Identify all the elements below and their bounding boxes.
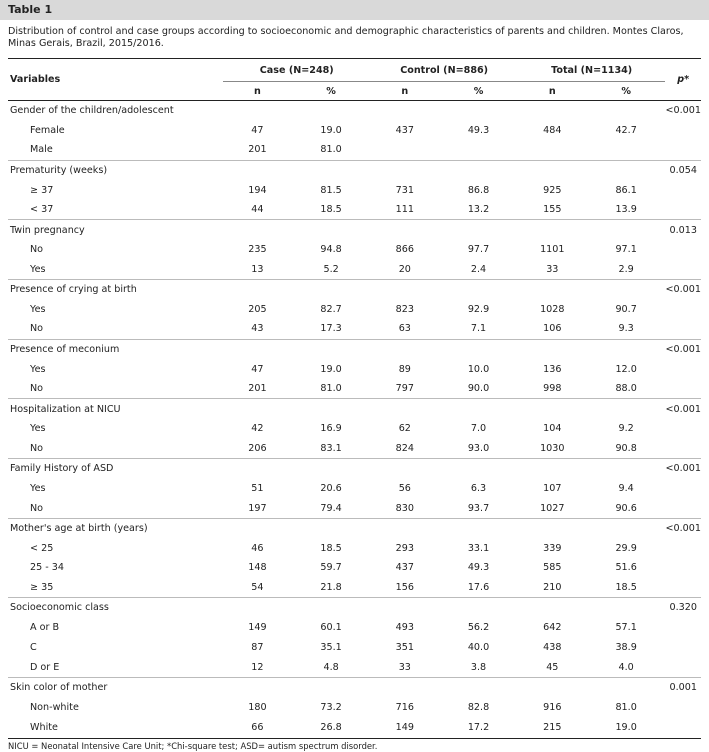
- table-cell: 925: [543, 184, 562, 196]
- table-cell: 2.4: [470, 263, 487, 275]
- group-label: Gender of the children/adolescent: [10, 105, 174, 117]
- header-variables: Variables: [10, 74, 61, 85]
- table-cell: 56: [398, 482, 411, 494]
- table-cell: 81.0: [320, 383, 342, 395]
- table-cell: 9.2: [618, 423, 634, 435]
- table-cell: 19.0: [320, 124, 342, 136]
- table-cell: 33: [546, 263, 559, 275]
- table-row: [8, 379, 701, 399]
- table-cell: 824: [395, 442, 414, 454]
- table-cell: 13: [251, 263, 264, 275]
- row-label: ≥ 35: [30, 582, 54, 594]
- table-cell: 210: [543, 582, 562, 594]
- p-value: 0.320: [665, 598, 701, 618]
- table-cell: 82.7: [320, 303, 342, 315]
- row-label: Non-white: [30, 701, 79, 713]
- group-row: [8, 459, 701, 479]
- table-cell: 4.8: [323, 661, 339, 673]
- table-cell: 97.7: [467, 244, 490, 256]
- table-row: [8, 578, 701, 598]
- group-label: Presence of meconium: [8, 339, 223, 359]
- table-cell: 83.1: [320, 442, 342, 454]
- group-label: Hospitalization at NICU: [8, 399, 223, 419]
- header-case: Case (N=248): [223, 59, 370, 82]
- table-cell: 830: [395, 502, 414, 514]
- table-cell: 79.4: [320, 502, 342, 514]
- group-row: [8, 677, 701, 697]
- table-cell: 86.1: [615, 184, 637, 196]
- table-cell: 73.2: [320, 701, 342, 713]
- table-cell: 235: [248, 244, 267, 256]
- row-label: < 37: [30, 204, 54, 216]
- table-cell: 35.1: [320, 641, 342, 653]
- table-cell: 493: [395, 622, 414, 634]
- table-cell: 5.2: [323, 263, 339, 275]
- table-cell: 18.5: [320, 542, 342, 554]
- table-cell: 81.0: [320, 144, 342, 156]
- table-row: [8, 439, 701, 459]
- table-cell: 2.9: [618, 263, 634, 275]
- table-cell: 13.2: [467, 204, 490, 216]
- table-cell: 19.0: [615, 721, 637, 733]
- table-cell: 33.1: [467, 542, 490, 554]
- table-cell: 17.6: [467, 582, 490, 594]
- row-label: Yes: [30, 363, 46, 375]
- table-cell: 92.9: [467, 303, 490, 315]
- table-cell: 823: [395, 303, 414, 315]
- row-label: Yes: [30, 482, 46, 494]
- table-row: [8, 419, 701, 439]
- row-label: A or B: [30, 622, 60, 634]
- table-cell: 106: [543, 323, 562, 335]
- table-cell: 49.3: [467, 124, 490, 136]
- p-value: 0.054: [665, 160, 701, 180]
- table-cell: 89: [398, 363, 411, 375]
- header-n: n: [253, 85, 261, 97]
- table-cell: 437: [395, 562, 414, 574]
- table-row: [8, 498, 701, 518]
- table-cell: 45: [546, 661, 559, 673]
- header-pct: %: [621, 85, 631, 97]
- group-label: Prematurity (weeks): [8, 160, 223, 180]
- table-cell: 42: [251, 423, 264, 435]
- table-cell: 44: [251, 204, 264, 216]
- table-cell: 215: [543, 721, 562, 733]
- table-cell: 12.0: [615, 363, 637, 375]
- table-cell: 6.3: [470, 482, 487, 494]
- table-cell: 93.7: [467, 502, 490, 514]
- table-cell: 47: [251, 363, 264, 375]
- table-cell: 111: [395, 204, 414, 216]
- table-cell: 93.0: [467, 442, 490, 454]
- table-cell: 1028: [540, 303, 565, 315]
- table-cell: 18.5: [615, 582, 637, 594]
- row-label: Yes: [30, 303, 46, 315]
- group-label: Twin pregnancy: [8, 220, 223, 240]
- table-cell: 86.8: [467, 184, 490, 196]
- header-p: p*: [677, 74, 690, 85]
- row-label: 25 - 34: [30, 562, 64, 574]
- table-cell: 107: [543, 482, 562, 494]
- table-cell: 51: [251, 482, 264, 494]
- table-cell: 351: [395, 641, 414, 653]
- table-cell: 155: [543, 204, 562, 216]
- table-cell: 40.0: [467, 641, 490, 653]
- table-cell: 81.5: [320, 184, 342, 196]
- group-row: [8, 160, 701, 180]
- table-cell: 7.0: [470, 423, 487, 435]
- table-cell: 87: [251, 641, 264, 653]
- table-row: [8, 697, 701, 717]
- row-label: D or E: [30, 661, 60, 673]
- row-label: ≥ 37: [30, 184, 54, 196]
- table-cell: 94.8: [320, 244, 342, 256]
- row-label: White: [30, 721, 58, 733]
- table-cell: 97.1: [615, 244, 637, 256]
- p-value: <0.001: [665, 339, 701, 359]
- table-cell: 642: [543, 622, 562, 634]
- table-cell: 56.2: [467, 622, 490, 634]
- table-row: [8, 180, 701, 200]
- table-row: [8, 299, 701, 319]
- table-cell: 4.0: [618, 661, 634, 673]
- table-cell: 180: [248, 701, 267, 713]
- table-cell: 90.6: [615, 502, 637, 514]
- table-cell: 57.1: [615, 622, 637, 634]
- table-row: [8, 558, 701, 578]
- group-row: [8, 220, 701, 240]
- table-row: [8, 359, 701, 379]
- row-label: < 25: [30, 542, 54, 554]
- table-row: [8, 319, 701, 339]
- header-pct: %: [473, 85, 484, 97]
- group-label: Skin color of mother: [8, 677, 223, 697]
- table-cell: 47: [251, 124, 264, 136]
- table-row: [8, 260, 701, 280]
- row-label: C: [30, 641, 37, 653]
- table-cell: 797: [395, 383, 414, 395]
- table-cell: 9.3: [618, 323, 634, 335]
- p-value: 0.001: [665, 677, 701, 697]
- table-cell: 90.7: [615, 303, 637, 315]
- table-cell: 90.0: [467, 383, 490, 395]
- row-label: No: [30, 383, 44, 395]
- row-label: Male: [30, 144, 53, 156]
- table-cell: 62: [398, 423, 411, 435]
- table-cell: 437: [395, 124, 414, 136]
- table-cell: 293: [395, 542, 414, 554]
- group-label: Socioeconomic class: [8, 598, 223, 618]
- group-row: [8, 280, 701, 300]
- table-cell: 149: [395, 721, 414, 733]
- group-label: Presence of crying at birth: [8, 280, 223, 300]
- table-cell: 43: [251, 323, 264, 335]
- table-cell: 484: [543, 124, 562, 136]
- row-label: Yes: [30, 263, 46, 275]
- table-cell: 17.3: [320, 323, 342, 335]
- table-row: [8, 618, 701, 638]
- table-cell: 42.7: [615, 124, 637, 136]
- table-cell: 148: [248, 562, 267, 574]
- header-total: Total (N=1134): [518, 59, 666, 82]
- table-cell: 90.8: [615, 442, 637, 454]
- table-row: [8, 638, 701, 658]
- row-label: No: [30, 244, 44, 256]
- group-row: [8, 598, 701, 618]
- table-cell: 206: [248, 442, 267, 454]
- table-row: [8, 140, 701, 160]
- table-cell: 194: [248, 184, 267, 196]
- table-cell: 201: [248, 383, 267, 395]
- table-caption: Distribution of control and case groups according to socioeconomic and demographic characteristics of parents and children. Montes Claros, Minas Gerais, Brazil, 2015/2016.: [8, 26, 684, 49]
- table-cell: 12: [251, 661, 264, 673]
- header-n: n: [548, 85, 556, 97]
- p-value: <0.001: [665, 459, 701, 479]
- table-row: [8, 120, 701, 140]
- table-cell: 60.1: [320, 622, 342, 634]
- table-cell: 38.9: [615, 641, 637, 653]
- table-cell: 20: [398, 263, 411, 275]
- table-label: Table 1: [0, 0, 709, 20]
- table-cell: 46: [251, 542, 264, 554]
- table-cell: 59.7: [320, 562, 342, 574]
- table-cell: 156: [395, 582, 414, 594]
- data-table: [8, 58, 701, 737]
- table-row: [8, 657, 701, 677]
- table-cell: 1030: [540, 442, 565, 454]
- table-cell: 16.9: [320, 423, 342, 435]
- header-pct: %: [326, 85, 336, 97]
- p-value: <0.001: [665, 280, 701, 300]
- table-row: [8, 538, 701, 558]
- table-row: [8, 200, 701, 220]
- table-cell: 29.9: [615, 542, 637, 554]
- table-cell: 26.8: [320, 721, 342, 733]
- table-cell: 866: [395, 244, 414, 256]
- table-cell: 81.0: [615, 701, 637, 713]
- row-label: No: [30, 502, 44, 514]
- table-cell: 201: [248, 144, 267, 156]
- table-row: [8, 478, 701, 498]
- table-cell: 1027: [540, 502, 565, 514]
- table-cell: [370, 140, 439, 160]
- p-value: 0.013: [665, 220, 701, 240]
- table-cell: 19.0: [320, 363, 342, 375]
- group-label: Family History of ASD: [8, 459, 223, 479]
- table-cell: 104: [543, 423, 562, 435]
- table-cell: 7.1: [470, 323, 487, 335]
- table-row: [8, 240, 701, 260]
- table-cell: 438: [543, 641, 562, 653]
- table-body: [8, 101, 701, 738]
- header-control: Control (N=886): [370, 59, 517, 82]
- group-row: [8, 399, 701, 419]
- table-cell: 54: [251, 582, 264, 594]
- group-row: [8, 101, 701, 121]
- row-label: No: [30, 323, 44, 335]
- table-cell: 731: [395, 184, 414, 196]
- table-cell: 13.9: [615, 204, 637, 216]
- table-cell: 21.8: [320, 582, 342, 594]
- table-cell: 205: [248, 303, 267, 315]
- table-cell: 17.2: [467, 721, 490, 733]
- group-label: Mother's age at birth (years): [8, 518, 223, 538]
- group-row: [8, 518, 701, 538]
- p-value: <0.001: [665, 399, 701, 419]
- table-cell: 1101: [540, 244, 565, 256]
- table-cell: 18.5: [320, 204, 342, 216]
- table-cell: 716: [395, 701, 414, 713]
- row-label: Yes: [30, 423, 46, 435]
- table-cell: 136: [543, 363, 562, 375]
- table-cell: 33: [398, 661, 411, 673]
- table-cell: [439, 140, 518, 160]
- table-cell: 998: [543, 383, 562, 395]
- table-cell: 82.8: [467, 701, 490, 713]
- table-footnote: NICU = Neonatal Intensive Care Unit; *Chi-square test; ASD= autism spectrum disorder.: [8, 738, 701, 751]
- table-cell: 51.6: [615, 562, 637, 574]
- table-cell: 9.4: [618, 482, 634, 494]
- table-row: [8, 717, 701, 737]
- p-value: <0.001: [665, 105, 701, 117]
- group-row: [8, 339, 701, 359]
- table-cell: 916: [543, 701, 562, 713]
- table-cell: 3.8: [470, 661, 487, 673]
- table-cell: [518, 140, 587, 160]
- header-n: n: [401, 85, 409, 97]
- table-cell: 10.0: [467, 363, 490, 375]
- table-cell: 88.0: [615, 383, 637, 395]
- table-cell: 585: [543, 562, 562, 574]
- table-cell: 197: [248, 502, 267, 514]
- row-label: Female: [30, 124, 65, 136]
- table-cell: 149: [248, 622, 267, 634]
- row-label: No: [30, 442, 44, 454]
- table-cell: [587, 140, 666, 160]
- p-value: <0.001: [665, 518, 701, 538]
- table-cell: 20.6: [320, 482, 342, 494]
- table-cell: 339: [543, 542, 562, 554]
- table-cell: 63: [398, 323, 411, 335]
- table-cell: 49.3: [467, 562, 490, 574]
- table-cell: 66: [251, 721, 264, 733]
